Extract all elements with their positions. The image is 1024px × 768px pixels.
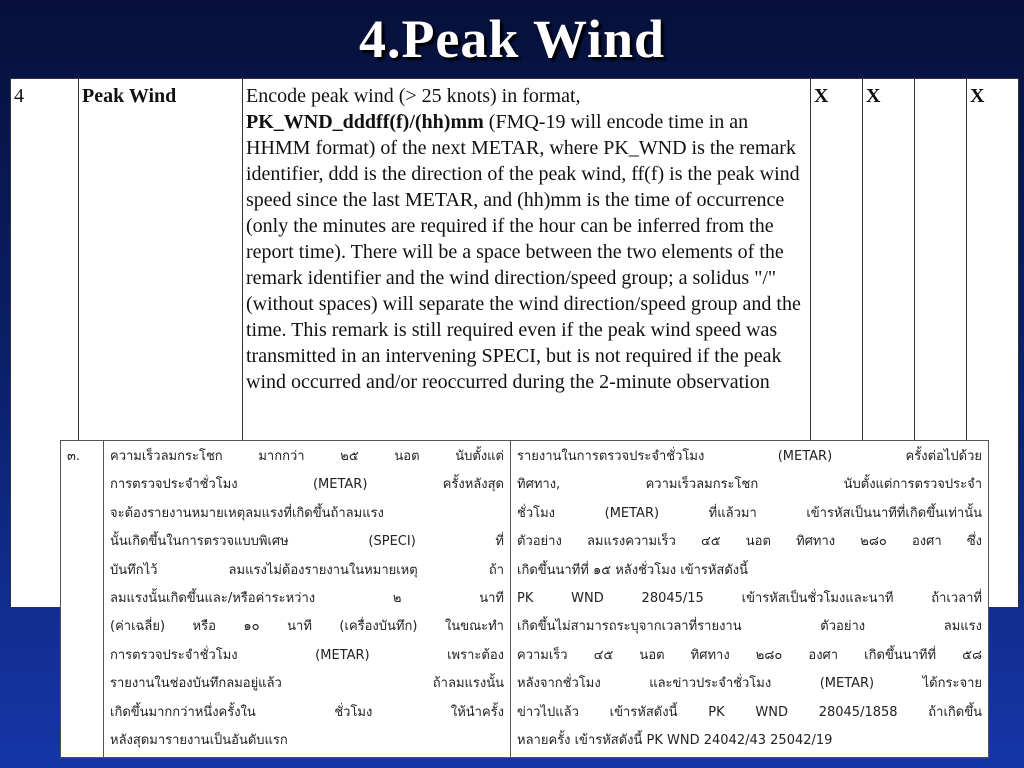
thai-line: ความเร็วลมกระโชก มากกว่า ๒๕ นอต นับตั้งแต่ — [110, 449, 504, 464]
thai-line: ชั่วโมง (METAR) ที่แล้วมา เข้ารหัสเป็นนาทีที่เกิดขึ้นเท่านั้น — [517, 505, 982, 521]
thai-line: เกิดขึ้นนาทีที่ ๑๕ หลังชั่วโมง เข้ารหัสดังนี้ — [517, 562, 749, 578]
mark-column-1: X — [811, 79, 863, 608]
thai-line: รายงานในช่องบันทึกลมอยู่แล้ว ถ้าลมแรงนั้น — [110, 676, 504, 692]
slide-title: 4.Peak Wind — [358, 9, 666, 69]
thai-line: ตัวอย่าง ลมแรงความเร็ว ๔๕ นอต ทิศทาง ๒๘๐ องศา ซึ่ง — [517, 534, 982, 550]
thai-row-number: ๓. — [61, 441, 104, 758]
remark-name: Peak Wind — [79, 79, 243, 608]
thai-line: เกิดขึ้นมากกว่าหนึ่งครั้งใน ชั่วโมง ให้นำครั้ง — [110, 704, 504, 720]
thai-line: หลายครั้ง เข้ารหัสดังนี้ PK WND 24042/43 25042/19 — [517, 733, 833, 749]
thai-description-column — [104, 441, 511, 758]
thai-line: เกิดขึ้นไม่สามารถระบุจากเวลาที่รายงาน ตัวอย่าง ลมแรง — [517, 619, 982, 635]
thai-line: การตรวจประจำชั่วโมง (METAR) เพราะต้อง — [110, 647, 504, 663]
thai-line: ข่าวไปแล้ว เข้ารหัสดังนี้ PK WND 28045/1858 ถ้าเกิดขึ้น — [517, 704, 982, 720]
thai-spec-table — [60, 440, 989, 758]
thai-line: (ค่าเฉลี่ย) หรือ ๑๐ นาที (เครื่องบันทึก) ในขณะทำ — [110, 619, 504, 635]
mark-column-4: X — [967, 79, 1019, 608]
table-row — [61, 441, 989, 758]
thai-line: การตรวจประจำชั่วโมง (METAR) ครั้งหลังสุด — [110, 477, 504, 493]
row-number: 4 — [11, 79, 79, 608]
thai-line: ความเร็ว ๔๕ นอต ทิศทาง ๒๘๐ องศา เกิดขึ้นนาทีที่ ๕๘ — [517, 647, 982, 663]
thai-line: หลังสุดมารายงานเป็นอันดับแรก — [110, 733, 288, 749]
thai-line: บันทึกไว้ ลมแรงไม่ต้องรายงานในหมายเหตุ ถ้า — [110, 562, 504, 578]
thai-line: ลมแรงนั้นเกิดขึ้นและ/หรือค่าระหว่าง ๒ นาที — [110, 591, 504, 607]
thai-line: จะต้องรายงานหมายเหตุลมแรงที่เกิดขึ้นถ้าลมแรง — [110, 505, 384, 521]
thai-encoding-column — [511, 441, 989, 758]
thai-line: รายงานในการตรวจประจำชั่วโมง (METAR) ครั้งต่อไปด้วย — [517, 449, 982, 464]
mark-column-2: X — [863, 79, 915, 608]
thai-line: ทิศทาง, ความเร็วลมกระโชก นับตั้งแต่การตรวจประจำ — [517, 477, 982, 493]
thai-line: PK WND 28045/15 เข้ารหัสเป็นชั่วโมงและนาที ถ้าเวลาที่ — [517, 591, 982, 607]
thai-line: หลังจากชั่วโมง และข่าวประจำชั่วโมง (METAR) ได้กระจาย — [517, 676, 982, 692]
thai-line: นั้นเกิดขึ้นในการตรวจแบบพิเศษ (SPECI) ที่ — [110, 534, 504, 550]
format-code: PK_WND_dddff(f)/(hh)mm — [246, 111, 484, 133]
description-body: (FMQ-19 will encode time in an HHMM format) of the next METAR, where PK_WND is the remark identifier, ddd is the direction of the peak wind, ff(f) is the peak wind speed since the last METAR, and (hh)mm is the time of occurrence (only the minutes are required if the hour can be inferred from the report time). There will be a space between the two elements of the remark identifier and the wind direction/speed group; a solidus "/" (without spaces) will separate the wind direction/speed group and the time. This remark is still required even if the peak wind speed was transmitted in an intervening SPECI, but is not required if the peak wind occurred and/or reoccurred during the 2-minute observation — [246, 111, 801, 393]
description-intro: Encode peak wind (> 25 knots) in format, — [246, 85, 581, 107]
